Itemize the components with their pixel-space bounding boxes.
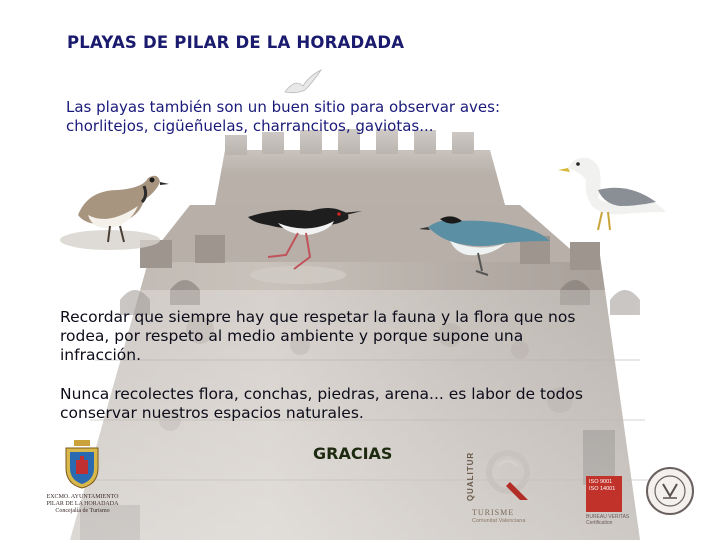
- intro-line: Las playas también son un buen sitio para observar aves:: [66, 98, 501, 116]
- seagull-icon: [558, 150, 670, 235]
- turisme-word: TURISME: [472, 508, 515, 517]
- bureau-veritas-seal-icon: [645, 466, 695, 516]
- turisme-sub: Comunitat Valenciana: [472, 518, 526, 524]
- paragraph-conserve: [60, 385, 675, 423]
- q-quality-icon: [484, 448, 532, 504]
- closing-text: GRACIAS: [313, 444, 393, 463]
- paragraph-line: rodea, por respeto al medio ambiente y porque supone una: [60, 327, 524, 345]
- paragraph-line: infracción.: [60, 346, 142, 364]
- iso-badge-icon: [586, 476, 622, 512]
- paragraph-respect: [60, 308, 670, 365]
- logo-text: EXCMO. AYUNTAMIENTO: [46, 494, 119, 500]
- logo-text: PILAR DE LA HORADADA: [46, 501, 119, 507]
- qualitur-logo: [464, 442, 536, 538]
- stilt-icon: [238, 195, 368, 290]
- bv-text: BUREAU VERITAS: [586, 514, 630, 520]
- ayuntamiento-logo: [30, 438, 135, 538]
- gull-icon: [283, 68, 323, 98]
- bv-caption: [586, 514, 629, 526]
- coat-of-arms-icon: [62, 438, 102, 490]
- paragraph-line: Recordar que siempre hay que respetar la fauna y la flora que nos: [60, 308, 576, 326]
- page-title: PLAYAS DE PILAR DE LA HORADADA: [67, 33, 405, 52]
- iso-text: ISO 14001: [589, 485, 616, 492]
- intro-line: chorlitejos, cigüeñuelas, charrancitos, gaviotas...: [66, 117, 434, 135]
- qualitur-word: QUALITUR: [466, 451, 476, 502]
- logo-text: Concejalía de Turismo: [55, 508, 110, 514]
- tern-icon: [420, 205, 555, 280]
- paragraph-line: Nunca recolectes flora, conchas, piedras, arena... es labor de todos: [60, 385, 583, 403]
- intro-text: [66, 98, 626, 136]
- bv-text: Certification: [586, 520, 613, 526]
- plover-icon: [48, 160, 173, 255]
- paragraph-line: conservar nuestros espacios naturales.: [60, 404, 364, 422]
- iso-text: ISO 9001: [589, 479, 613, 485]
